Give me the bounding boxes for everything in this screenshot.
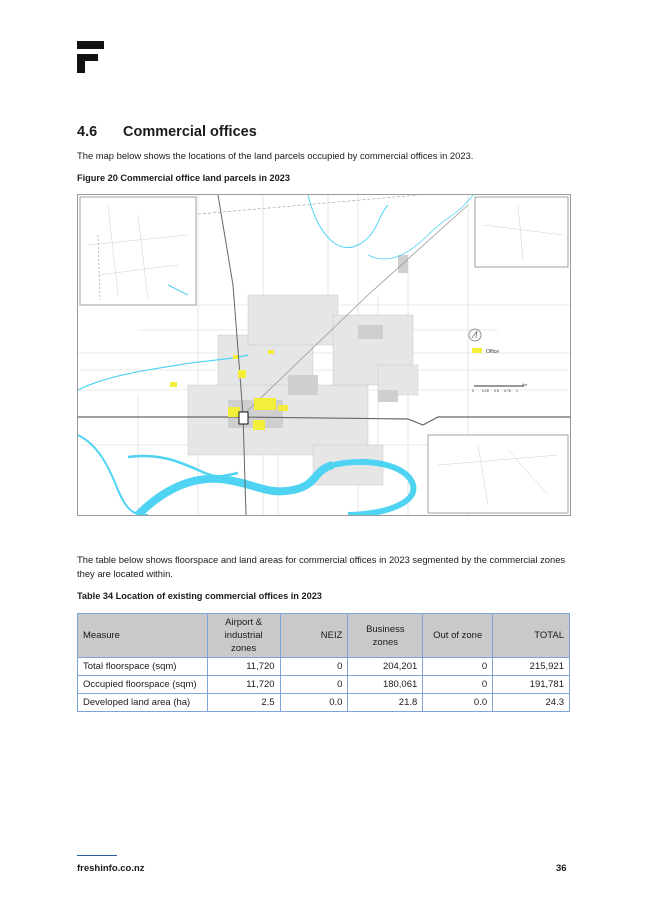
scale-label: 0.5 bbox=[494, 389, 499, 393]
office-legend-swatch bbox=[472, 348, 482, 353]
table-cell: 0 bbox=[280, 658, 348, 676]
section-title: Commercial offices bbox=[123, 124, 257, 140]
table-intro-paragraph: The table below shows floorspace and land areas for commercial offices in 2023 segmented by the commercial zones they are located within. bbox=[77, 554, 566, 579]
col-header: Airport & industrial zones bbox=[207, 614, 280, 658]
table-cell: 21.8 bbox=[348, 694, 423, 712]
intro-paragraph: The map below shows the locations of the land parcels occupied by commercial offices in 2023. bbox=[77, 150, 474, 161]
table-cell: 11,720 bbox=[207, 676, 280, 694]
table-cell: 0 bbox=[423, 676, 493, 694]
scale-label: 1 bbox=[516, 389, 518, 393]
offices-table bbox=[77, 613, 570, 712]
page-number: 36 bbox=[556, 863, 567, 874]
figure-caption: Figure 20 Commercial office land parcels in 2023 bbox=[77, 173, 290, 183]
section-number: 4.6 bbox=[77, 124, 98, 140]
table-caption: Table 34 Location of existing commercial offices in 2023 bbox=[77, 591, 322, 601]
table-cell: 2.5 bbox=[207, 694, 280, 712]
footer-site-link[interactable]: freshinfo.co.nz bbox=[77, 863, 145, 874]
table-row bbox=[78, 658, 570, 676]
table-cell: 204,201 bbox=[348, 658, 423, 676]
table-cell: 0.0 bbox=[423, 694, 493, 712]
table-cell: 11,720 bbox=[207, 658, 280, 676]
table-cell: 0 bbox=[280, 676, 348, 694]
table-cell: 191,781 bbox=[493, 676, 570, 694]
office-legend-label: Office bbox=[486, 349, 499, 355]
table-header-row bbox=[78, 614, 570, 658]
scale-label: 0.75 bbox=[504, 389, 511, 393]
table-cell: 24.3 bbox=[493, 694, 570, 712]
table-row bbox=[78, 676, 570, 694]
col-header: NEIZ bbox=[280, 614, 348, 658]
footer-divider bbox=[77, 855, 117, 856]
scale-label: 0 bbox=[472, 389, 474, 393]
col-header: TOTAL bbox=[493, 614, 570, 658]
table-cell: Occupied floorspace (sqm) bbox=[78, 676, 208, 694]
table-cell: 180,061 bbox=[348, 676, 423, 694]
col-header: Business zones bbox=[348, 614, 423, 658]
table-cell: Total floorspace (sqm) bbox=[78, 658, 208, 676]
col-header: Out of zone bbox=[423, 614, 493, 658]
table-cell: 0 bbox=[423, 658, 493, 676]
section-heading bbox=[77, 124, 257, 140]
office-parcels-map bbox=[77, 194, 571, 516]
table-cell: 0.0 bbox=[280, 694, 348, 712]
col-header: Measure bbox=[78, 614, 208, 658]
scale-label: 0.25 bbox=[482, 389, 489, 393]
company-logo bbox=[77, 41, 104, 73]
table-cell: Developed land area (ha) bbox=[78, 694, 208, 712]
scale-unit: Km bbox=[522, 383, 528, 387]
table-row bbox=[78, 694, 570, 712]
table-cell: 215,921 bbox=[493, 658, 570, 676]
